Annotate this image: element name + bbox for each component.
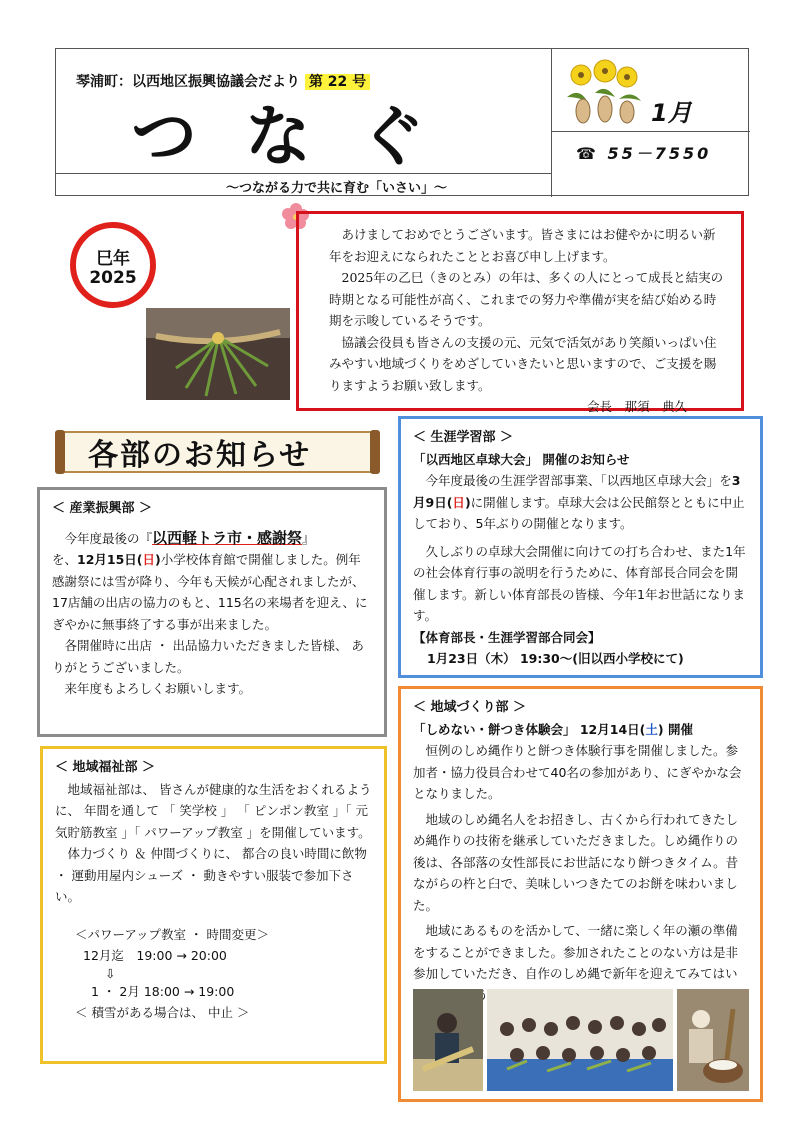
issue-number: 第 22 号 <box>305 74 370 90</box>
fukujuso-flowers-icon <box>561 57 646 127</box>
tournament-date: 3月9日( <box>413 473 741 510</box>
phone-number-line <box>576 141 711 164</box>
event-photos <box>413 989 749 1091</box>
tournament-day: 日 <box>452 494 465 510</box>
schedule-old-time: 12月迄 19:00 → 20:00 <box>83 948 227 963</box>
industry-section <box>37 487 387 737</box>
tournament-title: 「以西地区卓球大会」 開催のお知らせ <box>413 451 630 467</box>
slogan: ～つながる力で共に育む「いさい」～ <box>226 181 448 196</box>
schedule-new-time: 1 ・ 2月 18:00 → 19:00 <box>91 983 235 999</box>
section-heading: ＜ 産業振興部 ＞ <box>52 501 153 516</box>
event-date: 12月15日( <box>77 552 143 567</box>
greeting-paragraph: あけましておめでとうございます。皆さまにはお健やかに明るい新年をお迎えになられたこととお喜び申し上げます。 <box>329 227 716 264</box>
year-badge-zodiac: 巳年 <box>96 249 130 269</box>
community-paragraph: 地域のしめ縄名人をお招きし、古くから行われてきたしめ縄作りの技術を継承していただきました。しめ縄作りの後は、各部落の女性部長にお世話になり餅つきタイム。昔ながらの杵と臼で、美味しいつきたてのお餅を味わいました。 <box>413 811 739 913</box>
closing-paragraph: 来年度もよろしくお願いします。 <box>64 681 252 696</box>
greeting-paragraph: 2025年の乙巳（きのとみ）の年は、多くの人にとって成長と結実の時期となる可能性が高く、これまでの努力や準備が実を結び始める時期を示唆しているそうです。 <box>329 270 724 328</box>
year-badge <box>70 222 156 308</box>
snow-cancel-note: ＜ 積雪がある場合は、 中止 ＞ <box>75 1005 250 1020</box>
org-line <box>76 71 370 91</box>
year-badge-year: 2025 <box>89 268 137 288</box>
meeting-title: 【体育部長・生涯学習部合同会】 <box>413 629 601 645</box>
community-paragraph: 地域にあるものを活かして、一緒に楽しく年の瀬の準備をすることができました。参加されたことのない方は是非参加していただき、自作のしめ縄で新年を迎えてみてはい <box>413 923 739 981</box>
event-intro: 今年度最後の『以西軽トラ市・感謝祭』 <box>64 528 315 547</box>
lifelong-learning-section <box>398 416 763 678</box>
phone-icon: ☎ <box>576 144 599 163</box>
phone-number: 55－7550 <box>607 144 712 163</box>
event-name: 以西軽トラ市・感謝祭 <box>152 528 303 547</box>
shimenawa-photo <box>146 308 290 400</box>
event-day: 日 <box>142 552 156 567</box>
newsletter-header <box>55 48 749 196</box>
schedule-change-title: ＜パワーアップ教室 ・ 時間変更＞ <box>75 926 269 942</box>
meeting-time: 1月23日（木） 19:30～(旧以西小学校にて) <box>427 651 684 666</box>
welfare-paragraph: 体力づくり ＆ 仲間づくりに、 都合の良い時間に飲物 ・ 運動用屋内シューズ ・ 動きやすい服装で参加下さい。 <box>55 846 367 904</box>
meeting-paragraph: 久しぶりの卓球大会開催に向けての打ち合わせ、また1年の社会体育行事の説明を行うために、体育部長合同会を開催します。新しい体育部長の皆様、今年1年お世話になります。 <box>413 543 746 623</box>
chairman-signature: 会長 那須 典久 <box>586 399 687 414</box>
shimenawa-making-photo <box>413 989 483 1091</box>
greeting-paragraph: 協議会役員も皆さんの支援の元、元気で活気があり笑顔いっぱい住みやすい地域づくりをめざしていきたいと思いますので、ご支援を賜りますようお願い致します。 <box>329 334 717 393</box>
new-year-greeting <box>296 211 744 414</box>
event-report: を、12月15日(日)小学校体育館で開催しました。例年感謝祭には雪が降り、今年も天候が心配されましたが、17店舗の出店の協力のもと、115名の来場者を迎え、にぎやかに無事終了する事が出来ました。 <box>52 552 368 632</box>
event-day: 土 <box>645 721 658 737</box>
issue-month: 1月 <box>651 99 692 127</box>
header-divider <box>551 131 750 132</box>
group-photo <box>487 989 673 1091</box>
thanks-paragraph: 各開催時に出店 ・ 出品協力いただきました皆様、 ありがとうございました。 <box>52 638 364 675</box>
mochi-pounding-photo <box>677 989 749 1091</box>
newsletter-title: つなぐ <box>131 98 473 175</box>
org-name: 琴浦町：以西地区振興協議会だより <box>76 74 300 90</box>
section-heading: ＜ 地域づくり部 ＞ <box>413 700 527 715</box>
down-arrow-icon: ⇩ <box>105 965 116 981</box>
section-heading: ＜ 地域福祉部 ＞ <box>55 760 156 775</box>
tournament-paragraph: 今年度最後の生涯学習部事業、「以西地区卓球大会」を3月9日(日)に開催します。卓球大会は公民館祭とともに中止しており、5年ぶりの開催となります。 <box>413 473 745 531</box>
community-section <box>398 686 763 1102</box>
welfare-paragraph: 地域福祉部は、 皆さんが健康的な生活をおくれるように、 年間を通して 「 笑学校 」 「 ピンポン教室 」「 元気貯筋教室 」「 パワーアップ教室 」を開催しています。 <box>55 781 372 840</box>
welfare-section <box>40 746 387 1064</box>
section-banner-title: 各部のお知らせ <box>88 438 312 473</box>
header-divider <box>551 49 552 197</box>
section-heading: ＜ 生涯学習部 ＞ <box>413 430 514 445</box>
event-title: 「しめない・餅つき体験会」 12月14日(土) 開催 <box>413 721 693 737</box>
community-paragraph: 恒例のしめ縄作りと餅つき体験行事を開催しました。参加者・協力役員合わせて40名の参加があり、にぎやかな会となりました。 <box>413 743 742 801</box>
